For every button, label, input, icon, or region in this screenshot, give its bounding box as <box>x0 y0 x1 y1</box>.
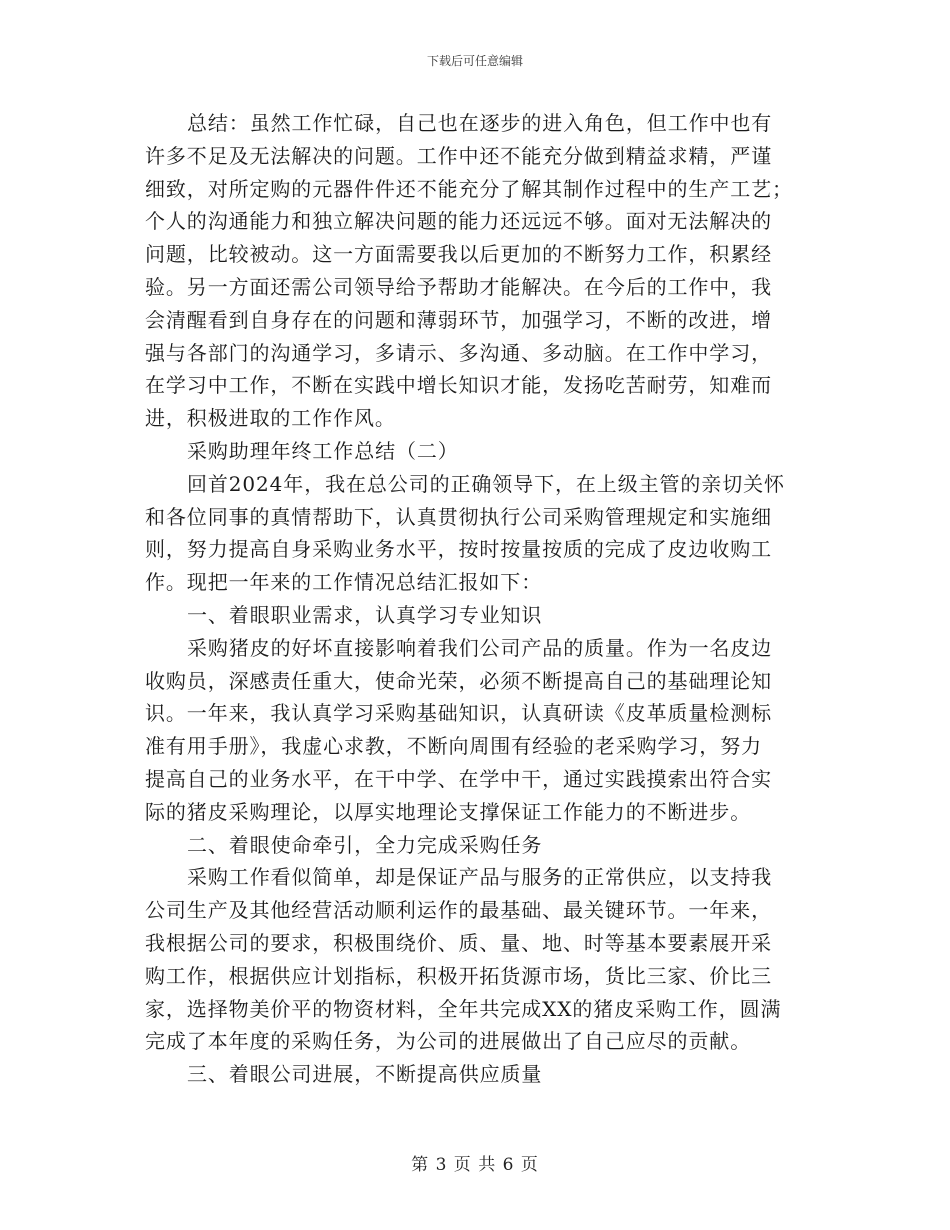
text-line: 采购助理年终工作总结（二） <box>187 438 459 463</box>
text-line: 回首2024年，我在总公司的正确领导下，在上级主管的亲切关怀 <box>187 471 785 496</box>
text-line: 收购员，深感责任重大，使命光荣，必须不断提高自己的基础理论知 <box>145 668 772 693</box>
text-line: 细致，对所定购的元器件件还不能充分了解其制作过程中的生产工艺； <box>145 176 793 201</box>
text-line: 则，努力提高自身采购业务水平，按时按量按质的完成了皮边收购工 <box>145 537 772 562</box>
page-footer: 第 3 页 共 6 页 <box>411 1155 539 1175</box>
text-line: 我根据公司的要求，积极围绕价、质、量、地、时等基本要素展开采 <box>145 930 772 955</box>
text-line: 问题，比较被动。这一方面需要我以后更加的不断努力工作，积累经 <box>145 242 772 267</box>
text-line: 际的猪皮采购理论，以厚实地理论支撑保证工作能力的不断进步。 <box>145 799 752 824</box>
text-line: 二、着眼使命牵引，全力完成采购任务 <box>187 832 543 857</box>
text-line: 总结：虽然工作忙碌，自己也在逐步的进入角色，但工作中也有 <box>187 111 773 135</box>
document-body <box>145 107 805 1091</box>
text-line: 采购工作看似简单，却是保证产品与服务的正常供应，以支持我 <box>187 865 773 890</box>
text-line: 完成了本年度的采购任务，为公司的进展做出了自己应尽的贡献。 <box>145 1029 752 1054</box>
text-line: 准有用手册》，我虚心求教，不断向周围有经验的老采购学习，努力 <box>145 734 762 759</box>
text-line: 进，积极进取的工作作风。 <box>145 406 396 431</box>
text-line: 和各位同事的真情帮助下，认真贯彻执行公司采购管理规定和实施细 <box>145 504 772 529</box>
text-line: 在学习中工作，不断在实践中增长知识才能，发扬吃苦耐劳，知难而 <box>145 373 772 398</box>
text-line: 三、着眼公司进展，不断提高供应质量 <box>187 1062 543 1087</box>
text-line: 作。现把一年来的工作情况总结汇报如下： <box>145 570 543 595</box>
page-header: 下载后可任意编辑 <box>426 54 523 68</box>
text-line: 强与各部门的沟通学习，多请示、多沟通、多动脑。在工作中学习， <box>145 340 772 365</box>
text-line: 会清醒看到自身存在的问题和薄弱环节，加强学习，不断的改进，增 <box>145 307 772 332</box>
text-line: 公司生产及其他经营活动顺利运作的最基础、最关键环节。一年来， <box>145 898 772 923</box>
text-line: 个人的沟通能力和独立解决问题的能力还远远不够。面对无法解决的 <box>145 209 772 234</box>
text-line: 提高自己的业务水平，在干中学、在学中干，通过实践摸索出符合实 <box>145 766 772 791</box>
text-line: 采购猪皮的好坏直接影响着我们公司产品的质量。作为一名皮边 <box>187 635 773 660</box>
text-line: 许多不足及无法解决的问题。工作中还不能充分做到精益求精，严谨 <box>145 143 772 168</box>
text-line: 一、着眼职业需求，认真学习专业知识 <box>187 602 543 627</box>
text-line: 购工作，根据供应计划指标，积极开拓货源市场，货比三家、价比三 <box>145 963 772 988</box>
text-line: 验。另一方面还需公司领导给予帮助才能解决。在今后的工作中，我 <box>145 274 772 299</box>
text-line: 识。一年来，我认真学习采购基础知识，认真研读《皮革质量检测标 <box>145 701 772 726</box>
text-line: 家，选择物美价平的物资材料，全年共完成XX的猪皮采购工作，圆满 <box>145 996 782 1021</box>
